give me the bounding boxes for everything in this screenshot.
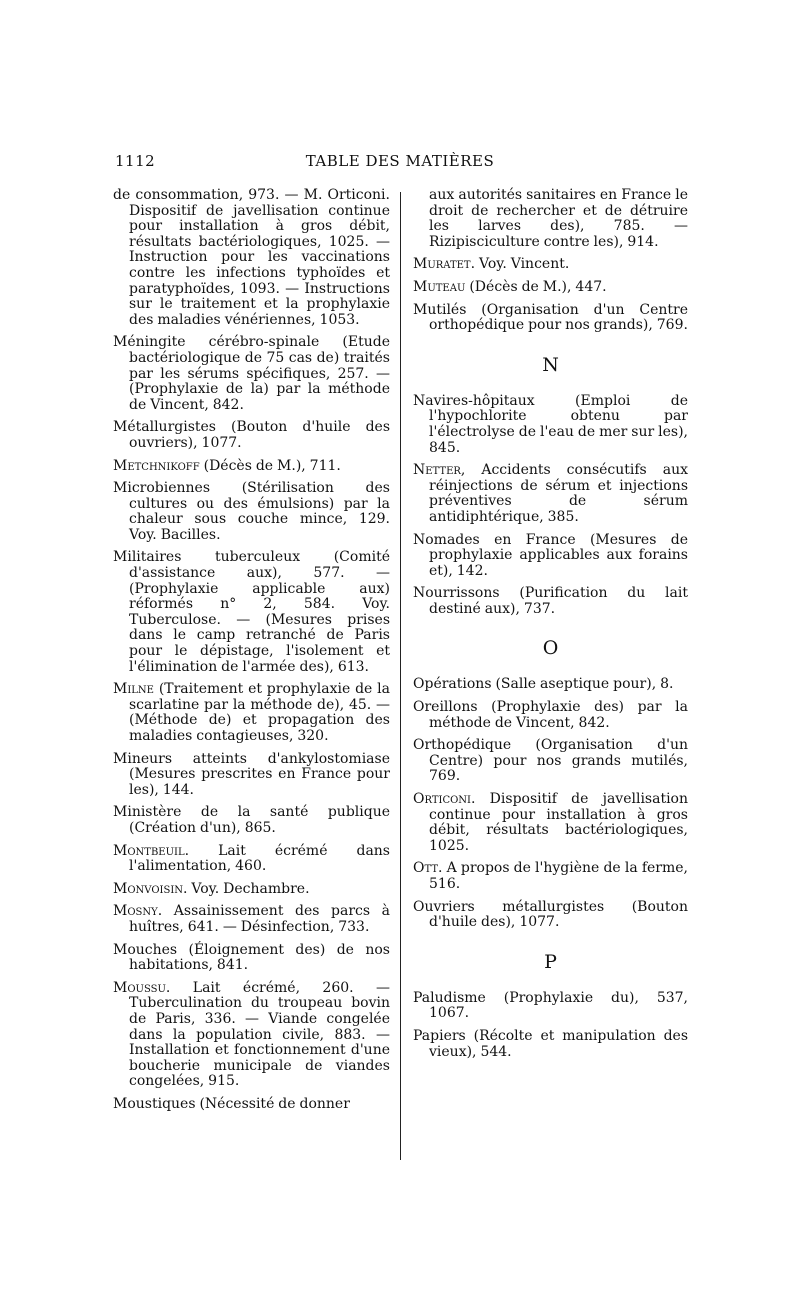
entry-text: Nourrissons (Purification du lait destiné aux), 737. <box>413 585 688 617</box>
entry-text: Mouches (Éloignement des) de nos habitations, 841. <box>113 941 390 974</box>
index-entry <box>113 188 390 328</box>
entry-text: aux autorités sanitaires en France le droit de rechercher et de détruire les larves des), 785. — Rizipisciculture contre les), 914. <box>429 187 688 250</box>
index-entry <box>113 943 390 974</box>
entry-author-name: Netter <box>413 462 461 479</box>
entry-author-name: Monvoisin <box>113 880 184 897</box>
entry-text: Métallurgistes (Bouton d'huile des ouvriers), 1077. <box>113 419 390 451</box>
index-entry <box>413 677 688 693</box>
entry-author-name: Muteau <box>413 278 466 295</box>
left-column <box>113 188 390 1119</box>
index-entry <box>413 792 688 854</box>
index-entry <box>413 1029 688 1060</box>
entry-text: (Traitement et prophylaxie de la scarlatine par la méthode de), 45. — (Méthode de) et propagation des maladies contagieuses, 320. <box>129 681 390 744</box>
entry-text: Papiers (Récolte et manipulation des vieux), 544. <box>413 1027 688 1060</box>
section-n-entries <box>413 394 688 618</box>
entry-text: Microbiennes (Stérilisation des cultures ou des émulsions) par la chaleur sous couche mince, 129. Voy. Bacilles. <box>113 480 390 543</box>
index-entry <box>113 682 390 744</box>
index-entry <box>413 257 688 273</box>
entry-author-name: Milne <box>113 681 154 698</box>
entry-text: Ouvriers métallurgistes (Bouton d'huile des), 1077. <box>413 898 688 931</box>
section-letter-n: N <box>542 353 559 376</box>
section-letter-o: O <box>542 637 559 660</box>
entry-text: . Lait écrémé dans l'alimentation, 460. <box>129 842 390 875</box>
section-o-entries <box>413 677 688 930</box>
index-entry <box>113 459 390 475</box>
entry-text: (Décès de M.), 711. <box>199 457 341 474</box>
entry-author-name: Moussu <box>113 979 166 996</box>
entry-text: Moustiques (Nécessité de donner <box>113 1095 350 1112</box>
running-title: TABLE DES MATIÈRES <box>305 152 495 170</box>
index-entry <box>413 394 688 456</box>
entry-text: Oreillons (Prophylaxie des) par la méthode de Vincent, 842. <box>413 699 688 731</box>
entry-text: Paludisme (Prophylaxie du), 537, 1067. <box>413 989 688 1022</box>
index-entry <box>413 303 688 334</box>
index-entry <box>113 481 390 543</box>
entry-text: Méningite cérébro-spinale (Etude bactériologique de 75 cas de) traités par les sérums spécifiques, 257. — (Prophylaxie de la) par la méthode de Vincent, 842. <box>113 334 390 413</box>
entry-author-name: Ott <box>413 860 439 877</box>
index-entry <box>113 844 390 875</box>
index-entry <box>113 882 390 898</box>
index-entry <box>113 805 390 836</box>
entry-text: . Voy. Dechambre. <box>183 880 310 897</box>
index-entry <box>113 550 390 675</box>
index-entry <box>113 752 390 799</box>
entry-text: . Dispositif de javellisation continue pour installation à gros débit, résultats bactériologiques, 1025. <box>429 791 688 854</box>
entry-text: (Décès de M.), 447. <box>465 278 607 295</box>
entry-text: Opérations (Salle aseptique pour), 8. <box>413 676 674 693</box>
entry-text: . Voy. Vincent. <box>470 256 570 273</box>
entry-text: , Accidents consécutifs aux réinjections de sérum et injections préventives de sérum antidiphtérique, 385. <box>429 462 688 525</box>
index-entry <box>113 981 390 1090</box>
index-entry <box>413 738 688 785</box>
index-entry <box>413 463 688 525</box>
entry-text: Navires-hôpitaux (Emploi de l'hypochlorite obtenu par l'électrolyse de l'eau de mer sur les), 845. <box>413 392 688 456</box>
index-entry <box>413 991 688 1022</box>
section-letter-p: P <box>544 950 557 973</box>
index-entry <box>113 335 390 413</box>
right-column <box>413 188 688 1067</box>
index-entry <box>413 900 688 931</box>
entry-author-name: Montbeuil <box>113 842 185 859</box>
index-entry <box>413 188 688 250</box>
index-entry <box>413 861 688 892</box>
entry-author-name: Muratet <box>413 256 471 273</box>
index-entry <box>413 700 688 731</box>
index-entry <box>113 904 390 935</box>
entry-text: Mutilés (Organisation d'un Centre orthopédique pour nos grands), 769. <box>413 301 688 334</box>
entry-text: Nomades en France (Mesures de prophylaxie applicables aux forains et), 142. <box>413 531 688 579</box>
entry-text: Ministère de la santé publique (Création d'un), 865. <box>113 804 390 836</box>
entry-text: Mineurs atteints d'ankylostomiase (Mesures prescrites en France pour les), 144. <box>113 750 390 798</box>
entry-text: Militaires tuberculeux (Comité d'assistance aux), 577. — (Prophylaxie applicable aux) réformés n° 2, 584. Voy. Tuberculose. — (Mesures prises dans le camp retranché de Paris pour le dépistage, l'isolement et l'élimination de l'armée des), 613. <box>113 549 390 675</box>
index-entry <box>113 1097 390 1113</box>
entry-author-name: Metchnikoff <box>113 457 200 474</box>
column-divider <box>400 192 401 1160</box>
entry-text: Orthopédique (Organisation d'un Centre) pour nos grands mutilés, 769. <box>413 737 688 785</box>
page-number: 1112 <box>115 152 156 170</box>
section-p-entries <box>413 991 688 1060</box>
entry-author-name: Mosny <box>113 903 158 920</box>
index-entry <box>413 280 688 296</box>
index-entry <box>413 533 688 580</box>
entry-author-name: Orticoni <box>413 791 472 808</box>
index-entry <box>413 586 688 617</box>
entry-text: . Assainissement des parcs à huîtres, 641. — Désinfection, 733. <box>129 903 390 935</box>
right-column-top <box>413 188 688 334</box>
entry-text: de consommation, 973. — M. Orticoni. Dispositif de javellisation continue pour installation à gros débit, résultats bactériologiques, 1025. — Instruction pour les vaccinations contre les infections typhoïdes et paratyphoïdes, 1093. — Instructions sur le traitement et la prophylaxie des maladies vénériennes, 1053. <box>113 187 390 328</box>
index-entry <box>113 420 390 451</box>
entry-text: . Lait écrémé, 260. — Tuberculination du troupeau bovin de Paris, 336. — Viande congelée dans la population civile, 883. — Installation et fonctionnement d'une boucherie municipale de viandes congelées, 915. <box>129 979 390 1090</box>
entry-text: . A propos de l'hygiène de la ferme, 516. <box>429 860 688 892</box>
